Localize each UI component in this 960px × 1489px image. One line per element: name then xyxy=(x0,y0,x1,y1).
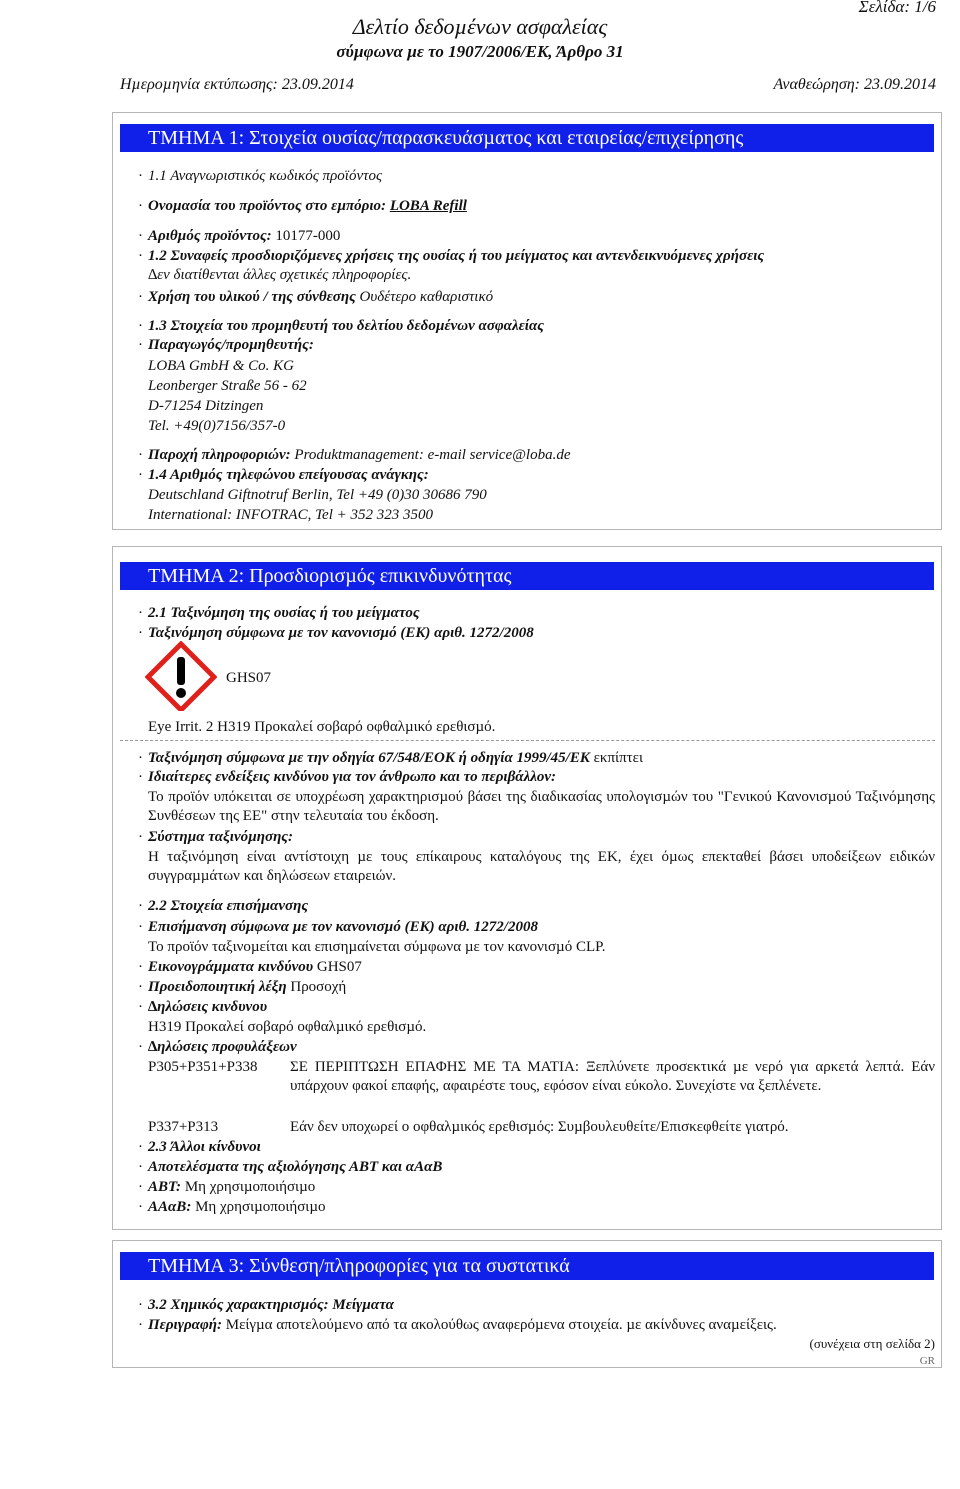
document-title: Δελτίο δεδοµένων ασφαλείας xyxy=(352,14,608,39)
info-value: Produktmanagement: e-mail service@loba.de xyxy=(294,447,571,463)
pbt-heading: · Αποτελέσµατα της αξιολόγησης ΑΒΤ και αΑαΒ xyxy=(138,1159,443,1175)
heading-2-1: 2.1 Ταξινόµηση της ουσίας ή του µείγµατος xyxy=(148,605,420,621)
info-provider: · Παροχή πληροφοριών: Produktmanagement: e-mail service@loba.de xyxy=(138,447,571,463)
uses-text: ∆εν διατίθενται άλλες σχετικές πληροφορίες. xyxy=(148,267,412,283)
ghs-code: GHS07 xyxy=(226,670,272,686)
description: · Περιγραφή: Μείγµα αποτελούµενο από τα ακολούθως αναφερόµενα στοιχεία. µε ακίνδυνες αναµείξεις. xyxy=(138,1317,777,1333)
divider xyxy=(120,740,935,741)
use-value: Ουδέτερο καθαριστικό xyxy=(359,289,494,305)
clp-labelling: · Επισήµανση σύµφωνα µε τον κανονισµό (ΕΚ) αριθ. 1272/2008 xyxy=(138,919,538,935)
revision-date: Αναθεώρηση: 23.09.2014 xyxy=(773,76,936,93)
supplier-line: LOBA GmbH & Co. KG xyxy=(148,358,294,374)
p2-code: P337+P313 xyxy=(148,1119,219,1135)
item-2-3: · 2.3 Άλλοι κίνδυνοι xyxy=(138,1139,261,1155)
trade-name: · Ονοµασία του προϊόντος στο εµπόριο: LOBA Refill xyxy=(138,198,467,214)
special-hazards: · Ιδιαίτερες ενδείξεις κινδύνου για τον άνθρωπο και το περιβάλλον: xyxy=(138,769,557,785)
print-date: Ηµεροµηνία εκτύπωσης: 23.09.2014 xyxy=(120,76,354,93)
special-text: Το προϊόν υπόκειται σε υποχρέωση χαρακτηρισµού βάσει της διαδικασίας υπολογισµών του "Γενικού Κανονισµού Ταξινόµησης Συνθέσεων της ΕΕ" στην τελευταία του έκδοση. xyxy=(148,789,935,824)
signal-word-value: Προσοχή xyxy=(290,979,347,995)
precautionary-label: ∆ηλώσεις προφυλάξεων xyxy=(148,1039,297,1055)
section-2-bar: ΤΜΗΜΑ 2: Προσδιορισµός επικινδυνότητας xyxy=(120,562,934,590)
vpvb-value: Μη χρησιµοποιήσιµο xyxy=(195,1199,326,1215)
pictograms-value: GHS07 xyxy=(316,959,362,975)
continued-note: (συνέχεια στη σελίδα 2) xyxy=(809,1336,935,1351)
directive-value: εκπίπτει xyxy=(593,750,644,766)
ghs07-exclamation-icon xyxy=(145,641,217,711)
hazard-statement-text: H319 Προκαλεί σοβαρό οφθαλµικό ερεθισµό. xyxy=(148,1019,427,1035)
product-number-label: Αριθµός προϊόντος: xyxy=(148,228,272,244)
document-subtitle: σύµφωνα µε το 1907/2006/ΕΚ, Άρθρο 31 xyxy=(336,42,624,61)
pbt-heading-text: Αποτελέσµατα της αξιολόγησης ΑΒΤ και αΑαΒ xyxy=(148,1159,443,1175)
clp-label: Ταξινόµηση σύµφωνα µε τον κανονισµό (ΕΚ) αριθ. 1272/2008 xyxy=(148,625,534,641)
use-of-material: · Χρήση του υλικού / της σύνθεσης Ουδέτερο καθαριστικό xyxy=(138,289,494,305)
hazard-statements: · ∆ηλώσεις κινδυνου xyxy=(138,999,268,1015)
item-2-1: · 2.1 Ταξινόµηση της ουσίας ή του µείγµατος xyxy=(138,605,420,621)
clp-classification: · Ταξινόµηση σύµφωνα µε τον κανονισµό (ΕΚ) αριθ. 1272/2008 xyxy=(138,625,534,641)
classification-system: · Σύστηµα ταξινόµησης: xyxy=(138,829,293,845)
pbt: · ΑΒΤ: Μη χρησιµοποιήσιµο xyxy=(138,1179,316,1195)
supplier-line: D-71254 Ditzingen xyxy=(148,398,264,414)
pbt-value: Μη χρησιµοποιήσιµο xyxy=(184,1179,316,1195)
heading-3-2: 3.2 Χηµικός χαρακτηρισµός: Μείγµατα xyxy=(148,1297,394,1313)
heading-1-2: 1.2 Συναφείς προσδιοριζόµενες χρήσεις της ουσίας ή του µείγµατος και αντενδεικνυόµενες χρήσεις xyxy=(148,248,765,264)
heading-2-2: 2.2 Στοιχεία επισήµανσης xyxy=(148,898,309,914)
info-label: Παροχή πληροφοριών: xyxy=(148,447,291,463)
p2-text: Εάν δεν υποχωρεί ο οφθαλµικός ερεθισµός: Συµβουλευθείτε/Επισκεφθείτε γιατρό. xyxy=(290,1119,789,1135)
supplier-label: Παραγωγός/προµηθευτής: xyxy=(148,337,314,353)
supplier: · Παραγωγός/προµηθευτής: xyxy=(138,337,314,353)
vpvb-label: ΑΑαΒ: xyxy=(148,1199,192,1215)
heading-1-4: 1.4 Αριθµός τηλεφώνου επείγουσας ανάγκης: xyxy=(148,467,429,483)
p1-text: ΣΕ ΠΕΡΙΠΤΩΣΗ ΕΠΑΦΗΣ ΜΕ ΤΑ ΜΑΤΙΑ: Ξεπλύνετε προσεκτικά µε νερό για αρκετά λεπτά. Εάν υπάρχουν φακοί επαφής, αφαιρέστε τους, εφόσον είναι εύκολο. Συνεχίστε να ξεπλένετε. xyxy=(290,1059,935,1094)
product-number-value: 10177-000 xyxy=(275,228,341,244)
product-number: · Αριθµός προϊόντος: 10177-000 xyxy=(138,228,341,244)
item-1-3: · 1.3 Στοιχεία του προµηθευτή του δελτίου δεδοµένων ασφαλείας xyxy=(138,318,544,334)
pbt-label: ΑΒΤ: xyxy=(148,1179,182,1195)
pictograms: · Εικονογράµµατα κινδύνου GHS07 xyxy=(138,959,362,975)
special-label: Ιδιαίτερες ενδείξεις κινδύνου για τον άνθρωπο και το περιβάλλον: xyxy=(148,769,557,785)
directive-classification: · Ταξινόµηση σύµφωνα µε την οδηγία 67/548/ΕΟΚ ή οδηγία 1999/45/ΕΚ εκπίπτει xyxy=(138,750,644,766)
description-value: Μείγµα αποτελούµενο από τα ακολούθως αναφερόµενα στοιχεία. µε ακίνδυνες αναµείξεις. xyxy=(225,1317,777,1333)
trade-name-label: Ονοµασία του προϊόντος στο εµπόριο: xyxy=(148,198,387,214)
trade-name-value: LOBA Refill xyxy=(389,198,467,214)
vpvb: · ΑΑαΒ: Μη χρησιµοποιήσιµο xyxy=(138,1199,326,1215)
supplier-line: Tel. +49(0)7156/357-0 xyxy=(148,418,286,434)
use-label: Χρήση του υλικού / της σύνθεσης xyxy=(148,289,356,305)
item-1-2: · 1.2 Συναφείς προσδιοριζόµενες χρήσεις της ουσίας ή του µείγµατος και αντενδεικνυόµενες χρήσεις xyxy=(138,248,765,264)
precautionary-statements: · ∆ηλώσεις προφυλάξεων xyxy=(138,1039,297,1055)
item-2-2: · 2.2 Στοιχεία επισήµανσης xyxy=(138,898,309,914)
signal-word: · Προειδοποιητική λέξη Προσοχή xyxy=(138,979,347,995)
page-number: Σελίδα: 1/6 xyxy=(858,0,936,16)
section-1-bar: ΤΜΗΜΑ 1: Στοιχεία ουσίας/παρασκευάσµατος και εταιρείας/επιχείρησης xyxy=(120,124,934,152)
hazard-statements-label: ∆ηλώσεις κινδυνου xyxy=(148,999,268,1015)
clp-labelling-label: Επισήµανση σύµφωνα µε τον κανονισµό (ΕΚ) αριθ. 1272/2008 xyxy=(148,919,538,935)
item-1-1: · 1.1 Αναγνωριστικός κωδικός προϊόντος xyxy=(138,168,383,184)
emergency-line: International: INFOTRAC, Tel + 352 323 3500 xyxy=(148,507,433,523)
item-3-2: · 3.2 Χηµικός χαρακτηρισµός: Μείγµατα xyxy=(138,1297,394,1313)
heading-2-3: 2.3 Άλλοι κίνδυνοι xyxy=(148,1139,261,1155)
emergency-line: Deutschland Giftnotruf Berlin, Tel +49 (0)30 30686 790 xyxy=(148,487,487,503)
signal-word-label: Προειδοποιητική λέξη xyxy=(148,979,287,995)
system-label: Σύστηµα ταξινόµησης: xyxy=(148,829,293,845)
hazard-class: Eye Irrit. 2 H319 Προκαλεί σοβαρό οφθαλµικό ερεθισµό. xyxy=(148,719,496,735)
heading-1-1: 1.1 Αναγνωριστικός κωδικός προϊόντος xyxy=(148,168,383,184)
section-3-bar: ΤΜΗΜΑ 3: Σύνθεση/πληροφορίες για τα συστατικά xyxy=(120,1252,934,1280)
language-code: GR xyxy=(919,1355,935,1367)
supplier-line: Leonberger Straße 56 - 62 xyxy=(148,378,307,394)
clp-labelling-text: Το προϊόν ταξινοµείται και επισηµαίνεται σύµφωνα µε τον κανονισµό CLP. xyxy=(148,939,606,955)
directive-label: Ταξινόµηση σύµφωνα µε την οδηγία 67/548/ΕΟΚ ή οδηγία 1999/45/ΕΚ xyxy=(148,750,590,766)
p1-code: P305+P351+P338 xyxy=(148,1059,258,1075)
system-text: Η ταξινόµηση είναι αντίστοιχη µε τους επίκαιρους καταλόγους της ΕΚ, έχει όµως επεκταθεί βάσει υποδείξεων ειδικών συγγραµµάτων και δηλώσεων εταιρειών. xyxy=(148,849,935,884)
pictograms-label: Εικονογράµµατα κινδύνου xyxy=(148,959,314,975)
heading-1-3: 1.3 Στοιχεία του προµηθευτή του δελτίου δεδοµένων ασφαλείας xyxy=(148,318,544,334)
description-label: Περιγραφή: xyxy=(148,1317,222,1333)
item-1-4: · 1.4 Αριθµός τηλεφώνου επείγουσας ανάγκης: xyxy=(138,467,429,483)
